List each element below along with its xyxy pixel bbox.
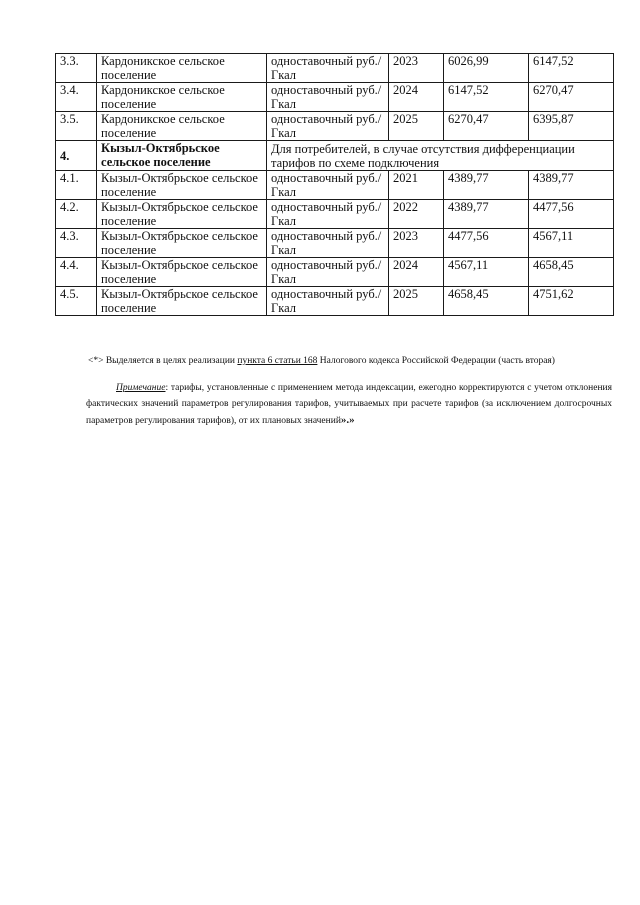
- settlement-name: Кызыл-Октябрьское сельское поселение: [97, 171, 267, 200]
- year-cell: 2021: [389, 171, 444, 200]
- tariff-first-half: 4389,77: [444, 171, 529, 200]
- rate-type: одноставочный руб./Гкал: [267, 200, 389, 229]
- settlement-name: Кызыл-Октябрьское сельское поселение: [97, 200, 267, 229]
- row-number: 4.: [56, 141, 97, 171]
- rate-type: одноставочный руб./Гкал: [267, 171, 389, 200]
- tariff-table: [55, 53, 614, 316]
- tariff-second-half: 4567,11: [529, 229, 614, 258]
- remark-paragraph: [86, 380, 612, 429]
- rate-type: одноставочный руб./Гкал: [267, 229, 389, 258]
- tariff-first-half: 4658,45: [444, 287, 529, 316]
- settlement-name: Кызыл-Октябрьское сельское поселение: [97, 141, 267, 171]
- tariff-first-half: 6147,52: [444, 83, 529, 112]
- rate-type: одноставочный руб./Гкал: [267, 112, 389, 141]
- row-number: 3.5.: [56, 112, 97, 141]
- table-row: [56, 258, 614, 287]
- settlement-name: Кызыл-Октябрьское сельское поселение: [97, 287, 267, 316]
- tariff-second-half: 4389,77: [529, 171, 614, 200]
- tariff-second-half: 6270,47: [529, 83, 614, 112]
- consumer-note: Для потребителей, в случае отсутствия дифференциации тарифов по схеме подключения: [267, 141, 614, 171]
- rate-type: одноставочный руб./Гкал: [267, 287, 389, 316]
- settlement-name: Кардоникское сельское поселение: [97, 83, 267, 112]
- remark-body: : тарифы, установленные с применением метода индексации, ежегодно корректируются с учетом отклонения фактических значений параметров регулирования тарифов, учитываемых при расчете тарифов (за исключением долгосрочных параметров регулирования тарифов), от их плановых значений: [86, 383, 612, 426]
- tariff-second-half: 6147,52: [529, 54, 614, 83]
- settlement-name: Кардоникское сельское поселение: [97, 54, 267, 83]
- table-row: [56, 287, 614, 316]
- footnote-law-link[interactable]: пункта 6 статьи 168: [237, 356, 318, 366]
- table-row: [56, 200, 614, 229]
- row-number: 4.2.: [56, 200, 97, 229]
- table-row: [56, 83, 614, 112]
- group-header-row: [56, 141, 614, 171]
- tariff-first-half: 6026,99: [444, 54, 529, 83]
- footnote-marker: <*>: [88, 356, 104, 366]
- year-cell: 2023: [389, 229, 444, 258]
- row-number: 3.3.: [56, 54, 97, 83]
- year-cell: 2024: [389, 258, 444, 287]
- table-row: [56, 229, 614, 258]
- row-number: 4.5.: [56, 287, 97, 316]
- rate-type: одноставочный руб./Гкал: [267, 83, 389, 112]
- settlement-name: Кызыл-Октябрьское сельское поселение: [97, 229, 267, 258]
- table-row: [56, 54, 614, 83]
- table-row: [56, 112, 614, 141]
- tariff-first-half: 6270,47: [444, 112, 529, 141]
- settlement-name: Кызыл-Октябрьское сельское поселение: [97, 258, 267, 287]
- tariff-first-half: 4389,77: [444, 200, 529, 229]
- year-cell: 2025: [389, 287, 444, 316]
- rate-type: одноставочный руб./Гкал: [267, 258, 389, 287]
- year-cell: 2023: [389, 54, 444, 83]
- footnote-text-after: Налогового кодекса Российской Федерации (часть вторая): [317, 356, 555, 366]
- remark-lead: Примечание: [116, 383, 166, 393]
- tariff-first-half: 4567,11: [444, 258, 529, 287]
- row-number: 4.4.: [56, 258, 97, 287]
- table-row: [56, 171, 614, 200]
- tariff-second-half: 4477,56: [529, 200, 614, 229]
- row-number: 4.1.: [56, 171, 97, 200]
- settlement-name: Кардоникское сельское поселение: [97, 112, 267, 141]
- year-cell: 2024: [389, 83, 444, 112]
- tariff-second-half: 4658,45: [529, 258, 614, 287]
- remark-closing-quote: ».»: [340, 414, 355, 426]
- year-cell: 2022: [389, 200, 444, 229]
- footnote: [88, 355, 608, 368]
- row-number: 4.3.: [56, 229, 97, 258]
- row-number: 3.4.: [56, 83, 97, 112]
- year-cell: 2025: [389, 112, 444, 141]
- tariff-first-half: 4477,56: [444, 229, 529, 258]
- tariff-second-half: 4751,62: [529, 287, 614, 316]
- rate-type: одноставочный руб./Гкал: [267, 54, 389, 83]
- footnote-text-before: Выделяется в целях реализации: [103, 356, 238, 366]
- tariff-second-half: 6395,87: [529, 112, 614, 141]
